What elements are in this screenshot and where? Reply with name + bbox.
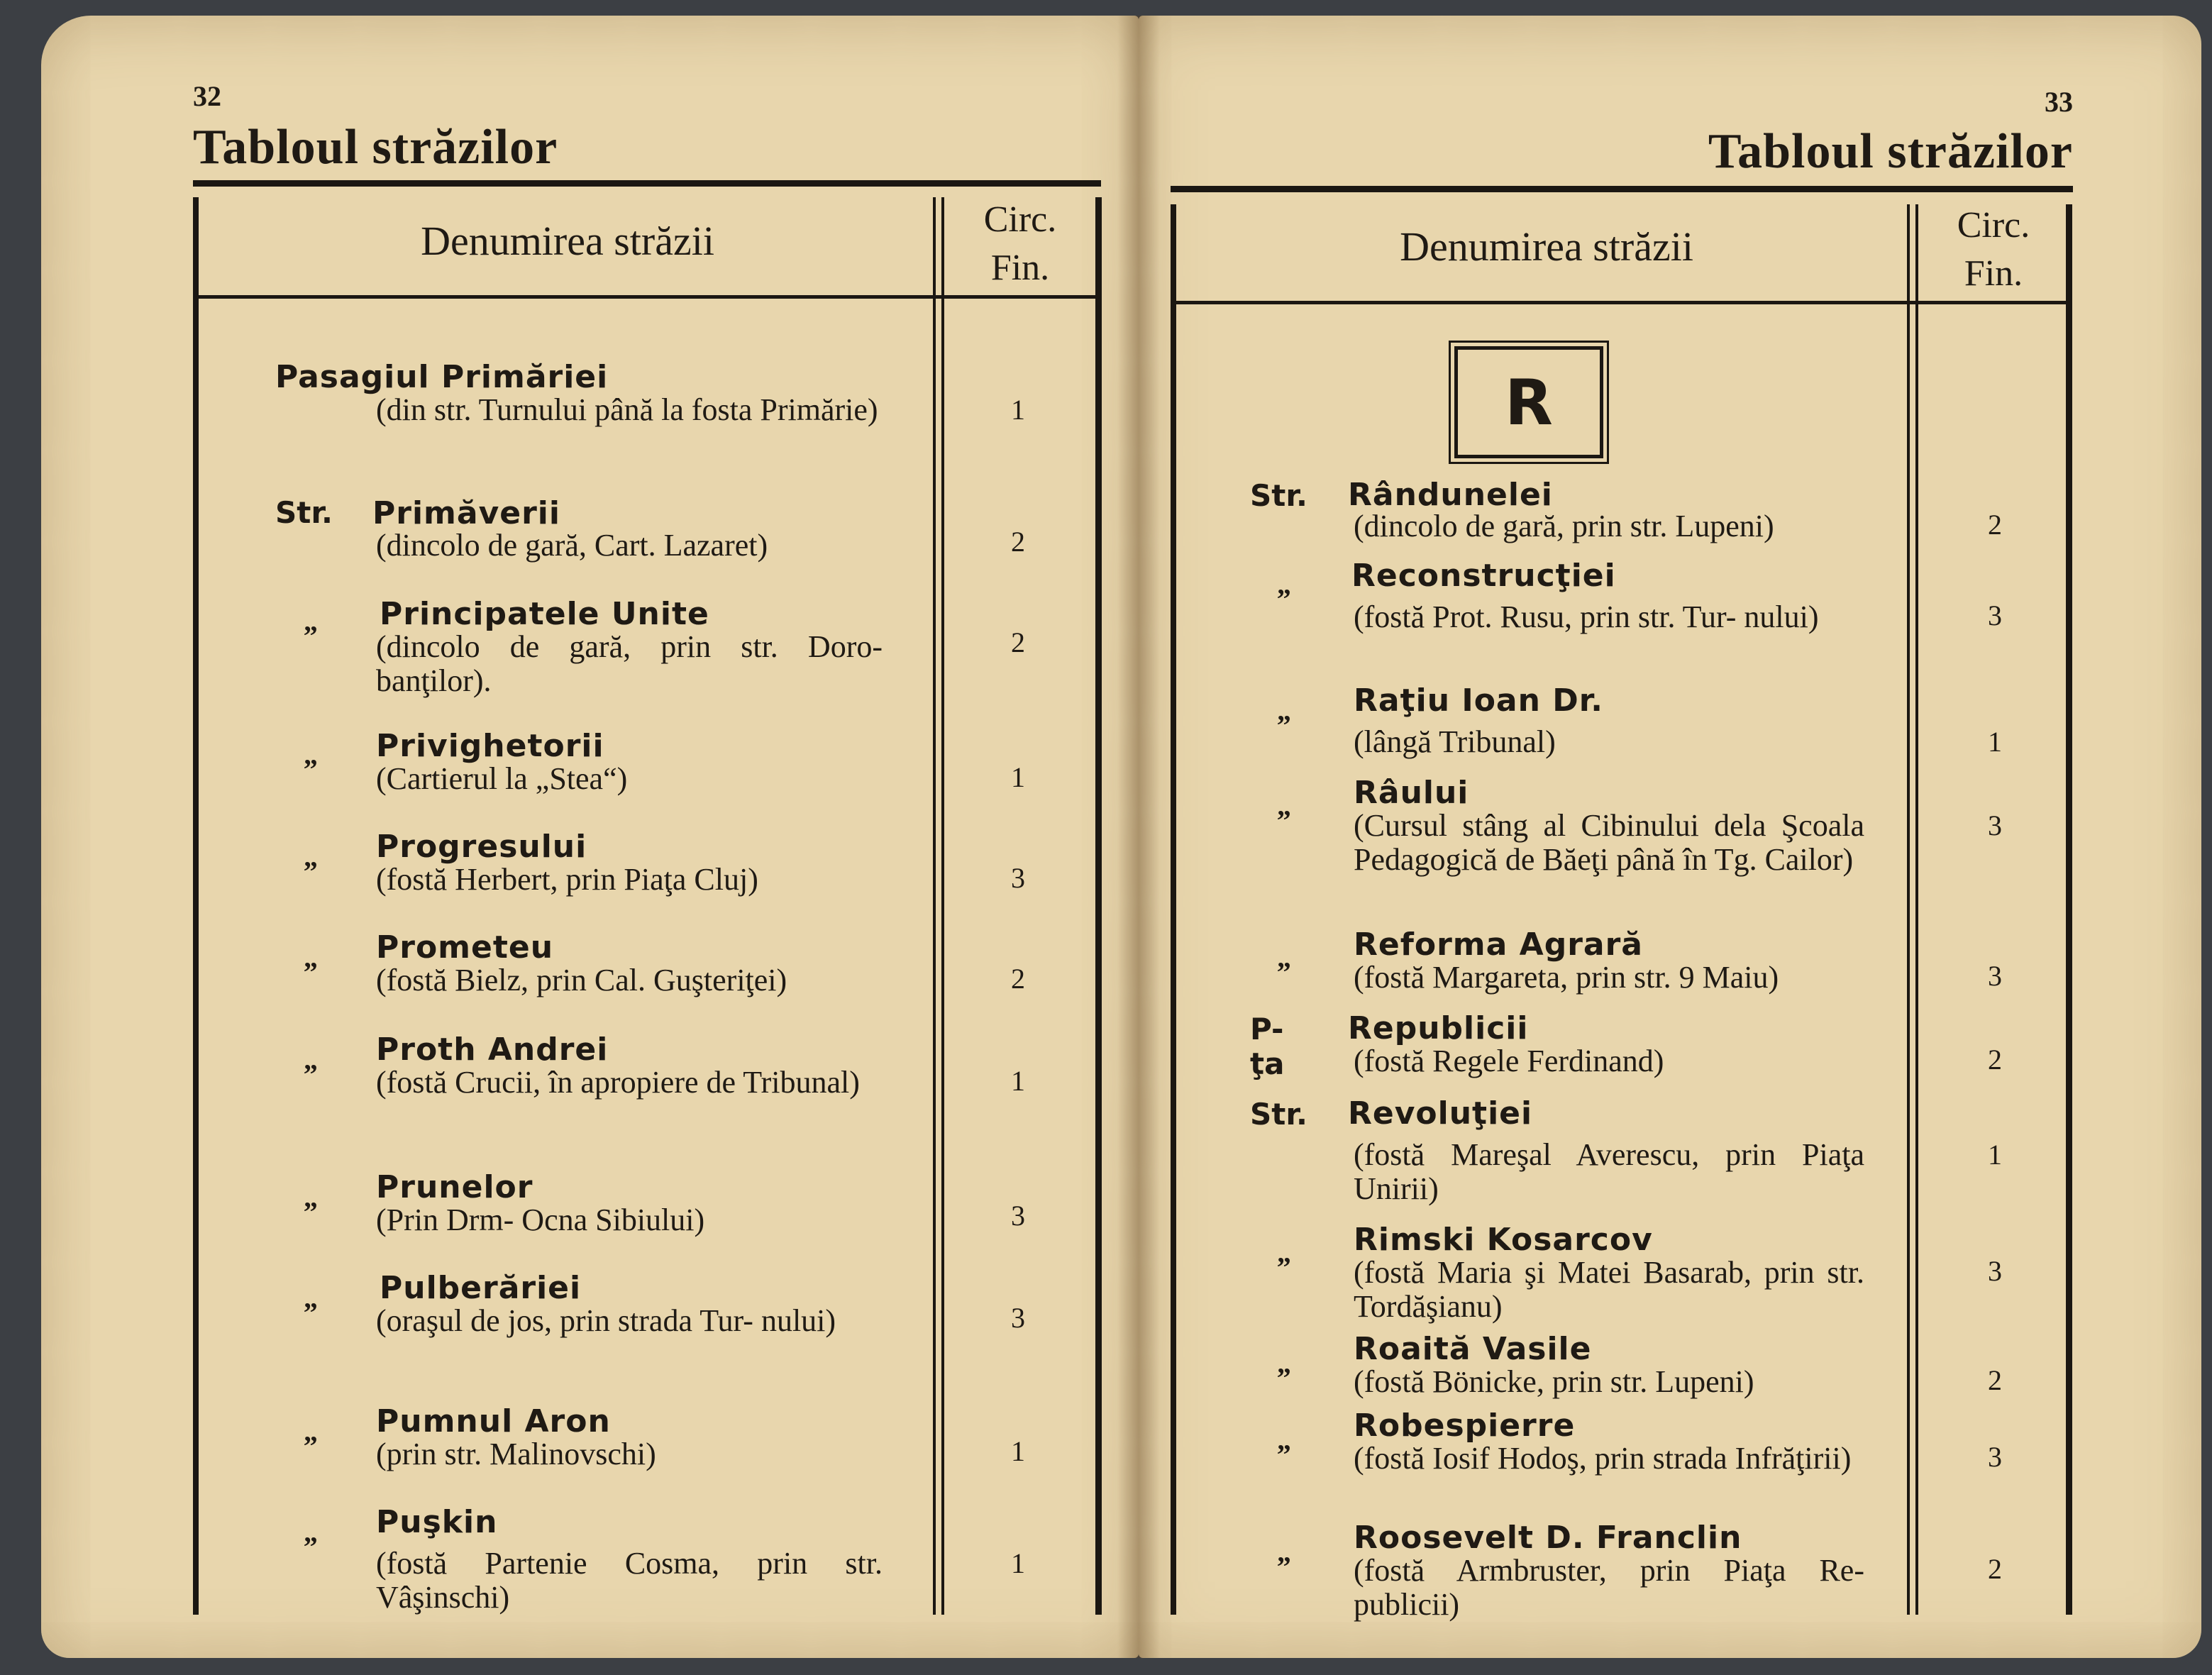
left-page-number: 32 xyxy=(193,80,221,112)
street-name: Reconstrucţiei xyxy=(1351,558,1616,594)
ditto-mark: „ xyxy=(304,1415,318,1447)
street-name: Pulberăriei xyxy=(380,1270,582,1306)
circ-number: 1 xyxy=(1011,761,1025,793)
street-prefix: P-ţa xyxy=(1250,1012,1285,1081)
ditto-mark: „ xyxy=(304,739,318,770)
right-header-rule xyxy=(1176,301,2066,304)
circ-number: 1 xyxy=(1011,1065,1025,1097)
ditto-mark: „ xyxy=(304,941,318,973)
ditto-mark: „ xyxy=(304,1516,318,1548)
left-page-title: Tabloul străzilor xyxy=(193,120,558,175)
street-description: (dincolo de gară, prin str. Lupeni) xyxy=(1354,509,1774,543)
ditto-mark: „ xyxy=(1277,1424,1291,1456)
circ-number: 3 xyxy=(1988,1441,2002,1473)
right-page-title: Tabloul străzilor xyxy=(1708,124,2073,179)
street-description: (fostă Margareta, prin str. 9 Maiu) xyxy=(1354,960,1779,995)
circ-number: 2 xyxy=(1011,963,1025,995)
street-description: (fostă Mareşal Averescu, prin Piaţa Unirii) xyxy=(1354,1137,1864,1206)
left-table-divider-b xyxy=(941,197,944,1615)
street-description: (oraşul de jos, prin strada Tur- nului) xyxy=(376,1303,836,1338)
street-description: (fostă Crucii, în apropiere de Tribunal) xyxy=(376,1065,860,1100)
street-name: Raţiu Ioan Dr. xyxy=(1354,682,1603,719)
street-description: (lângă Tribunal) xyxy=(1354,724,1556,759)
street-description: (fostă Regele Ferdinand) xyxy=(1354,1044,1664,1078)
circ-number: 1 xyxy=(1011,1547,1025,1579)
street-name: Roosevelt D. Franclin xyxy=(1354,1520,1742,1556)
street-name: Primăverii xyxy=(372,495,560,531)
circ-number: 3 xyxy=(1988,599,2002,631)
street-description: (dincolo de gară, Cart. Lazaret) xyxy=(376,528,768,563)
ditto-mark: „ xyxy=(1277,1237,1291,1268)
right-table-divider-b xyxy=(1915,204,1918,1615)
street-name: Roaită Vasile xyxy=(1354,1331,1592,1367)
street-name: Principatele Unite xyxy=(380,596,709,632)
street-prefix: Str. xyxy=(275,495,333,530)
street-description: (fostă Prot. Rusu, prin str. Tur- nului) xyxy=(1354,599,1819,634)
right-header-street-name: Denumirea străzii xyxy=(1400,223,1693,270)
ditto-mark: „ xyxy=(304,1044,318,1076)
left-table-border-left xyxy=(193,197,199,1615)
street-description: (Prin Drm- Ocna Sibiului) xyxy=(376,1203,705,1237)
ditto-mark: „ xyxy=(1277,1347,1291,1379)
right-table-border-left xyxy=(1171,204,1176,1615)
right-header-circ-label: Circ. xyxy=(1957,205,2030,245)
circ-number: 2 xyxy=(1988,1364,2002,1396)
street-name: Râului xyxy=(1354,775,1469,811)
circ-number: 3 xyxy=(1011,862,1025,894)
left-table-divider-a xyxy=(933,197,936,1615)
street-description: (fostă Herbert, prin Piaţa Cluj) xyxy=(376,862,758,897)
section-letter-box: R xyxy=(1454,346,1603,458)
street-name: Republicii xyxy=(1348,1010,1529,1046)
street-name: Robespierre xyxy=(1354,1408,1576,1444)
street-description: (fostă Partenie Cosma, prin str. Vâşinschi) xyxy=(376,1546,883,1615)
street-name: Puşkin xyxy=(376,1504,498,1540)
street-description: (fostă Armbruster, prin Piaţa Re- publicii) xyxy=(1354,1553,1864,1622)
circ-number: 3 xyxy=(1988,809,2002,841)
ditto-mark: „ xyxy=(304,1181,318,1213)
ditto-mark: „ xyxy=(304,841,318,873)
circ-number: 2 xyxy=(1988,1044,2002,1076)
circ-number: 3 xyxy=(1988,960,2002,992)
street-name: Progresului xyxy=(376,829,587,865)
right-page-number: 33 xyxy=(2045,86,2073,118)
street-description: (Cartierul la „Stea“) xyxy=(376,761,628,796)
ditto-mark: „ xyxy=(1277,568,1291,600)
ditto-mark: „ xyxy=(304,1282,318,1314)
left-header-street-name: Denumirea străzii xyxy=(421,218,714,264)
circ-number: 3 xyxy=(1011,1200,1025,1232)
circ-number: 2 xyxy=(1988,509,2002,541)
circ-number: 2 xyxy=(1011,526,1025,558)
right-header-fin-label: Fin. xyxy=(1964,253,2023,294)
left-header-rule xyxy=(199,295,1095,299)
street-description: (fostă Maria şi Matei Basarab, prin str. Tordăşianu) xyxy=(1354,1255,1864,1324)
ditto-mark: „ xyxy=(1277,790,1291,822)
street-description: (fostă Bielz, prin Cal. Guşteriţei) xyxy=(376,963,787,997)
street-description: (prin str. Malinovschi) xyxy=(376,1437,656,1471)
street-description: (Cursul stâng al Cibinului dela Şcoala Pedagogică de Băeţi până în Tg. Cailor) xyxy=(1354,808,1864,877)
ditto-mark: „ xyxy=(1277,1536,1291,1568)
street-description: (fostă Bönicke, prin str. Lupeni) xyxy=(1354,1364,1754,1399)
right-header-circ xyxy=(1924,201,2063,298)
circ-number: 2 xyxy=(1988,1553,2002,1585)
street-name: Pumnul Aron xyxy=(376,1403,611,1439)
circ-number: 2 xyxy=(1011,626,1025,658)
left-header-fin-label: Fin. xyxy=(990,248,1050,288)
street-name: Privighetorii xyxy=(376,728,604,764)
right-title-rule xyxy=(1171,186,2073,192)
ditto-mark: „ xyxy=(1277,695,1291,726)
right-table-divider-a xyxy=(1907,204,1910,1615)
circ-number: 1 xyxy=(1011,1435,1025,1467)
street-description: (fostă Iosif Hodoş, prin strada Infrăţirii) xyxy=(1354,1441,1852,1476)
street-name: Rimski Kosarcov xyxy=(1354,1222,1653,1258)
street-name: Revoluţiei xyxy=(1348,1095,1533,1132)
street-name: Proth Andrei xyxy=(376,1032,609,1068)
circ-number: 1 xyxy=(1988,1139,2002,1171)
ditto-mark: „ xyxy=(1277,941,1291,973)
circ-number: 3 xyxy=(1011,1302,1025,1334)
street-name: Prunelor xyxy=(376,1169,533,1205)
left-table-border-right xyxy=(1095,197,1102,1615)
circ-number: 1 xyxy=(1011,394,1025,426)
street-prefix: Str. xyxy=(1250,478,1308,513)
street-prefix: Str. xyxy=(1250,1097,1308,1132)
circ-number: 1 xyxy=(1988,726,2002,758)
street-name: Reforma Agrară xyxy=(1354,927,1643,963)
ditto-mark: „ xyxy=(304,605,318,637)
street-name: Prometeu xyxy=(376,929,554,966)
circ-number: 3 xyxy=(1988,1255,2002,1287)
street-name: Pasagiul Primăriei xyxy=(275,359,609,395)
right-table-border-right xyxy=(2066,204,2072,1615)
street-name: Rândunelei xyxy=(1348,477,1553,513)
left-title-rule xyxy=(193,180,1101,187)
street-description: (din str. Turnului până la fosta Primărie) xyxy=(376,392,878,427)
left-header-circ xyxy=(951,196,1090,292)
book-gutter xyxy=(1117,16,1160,1658)
street-description: (dincolo de gară, prin str. Doro- banţilor). xyxy=(376,629,883,698)
left-header-circ-label: Circ. xyxy=(983,199,1057,240)
